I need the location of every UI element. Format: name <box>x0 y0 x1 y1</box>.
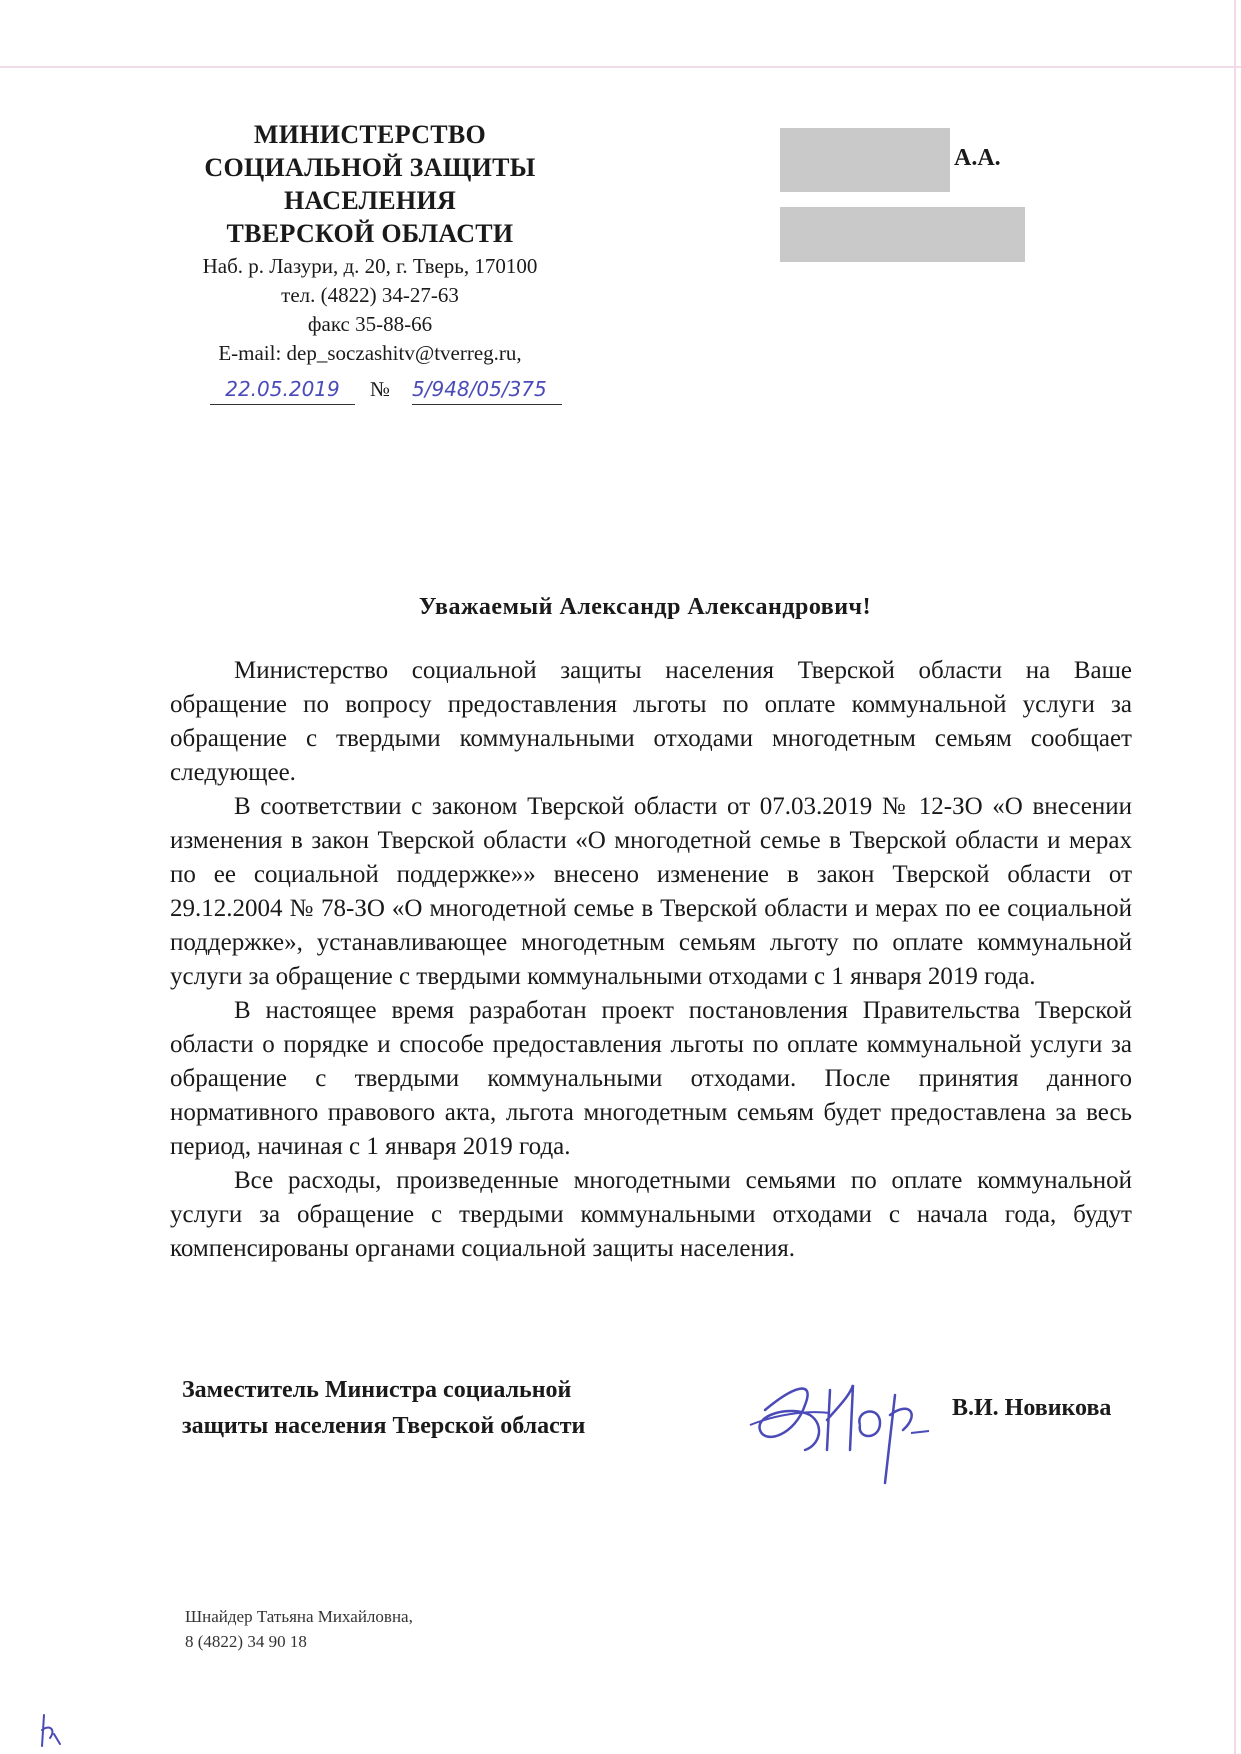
executor-name: Шнайдер Татьяна Михайловна, <box>185 1607 413 1626</box>
redacted-addressee-surname <box>780 128 950 192</box>
letter-body <box>170 654 1132 1266</box>
ministry-title-line-2: СОЦИАЛЬНОЙ ЗАЩИТЫ <box>204 153 536 182</box>
signatory-title-line-2: защиты населения Тверской области <box>182 1413 586 1439</box>
ministry-title-line-4: ТВЕРСКОЙ ОБЛАСТИ <box>226 219 514 248</box>
ministry-title-line-1: МИНИСТЕРСТВО <box>253 120 487 149</box>
page-edge-right <box>1234 0 1236 1754</box>
signatory-title <box>182 1372 702 1444</box>
executor-info <box>185 1604 413 1654</box>
registration-line <box>190 374 580 410</box>
ministry-title-line-3: НАСЕЛЕНИЯ <box>283 186 457 215</box>
registration-number: 5/948/05/375 <box>412 374 562 405</box>
ministry-email: E-mail: dep_soczashitv@tverreg.ru, <box>218 341 522 365</box>
body-paragraph: Министерство социальной защиты населения Тверской области на Ваше обращение по вопросу предоставления льготы по оплате коммунальной услуги за обращение с твердыми коммунальными отходами многодетным семьям сообщает следующее. <box>170 657 1132 786</box>
handwritten-mark-icon <box>36 1710 66 1750</box>
salutation: Уважаемый Александр Александрович! <box>418 594 872 620</box>
body-paragraph: В соответствии с законом Тверской области от 07.03.2019 № 12-ЗО «О внесении изменения в закон Тверской области «О многодетной семье в Тверской области и мерах по ее социальной поддержке»» внесено изменение в закон Тверской области от 29.12.2004 № 78-ЗО «О многодетной семье в Тверской области и мерах по ее социальной поддержке», устанавливающее многодетным семьям льготу по оплате коммунальной услуги за обращение с твердыми коммунальными отходами с 1 января 2019 года. <box>170 793 1132 990</box>
ministry-address: Наб. р. Лазури, д. 20, г. Тверь, 170100 <box>202 254 538 278</box>
redacted-addressee-address <box>780 207 1025 262</box>
ministry-phone: тел. (4822) 34-27-63 <box>281 283 459 307</box>
addressee-initials: А.А. <box>954 145 1001 171</box>
handwritten-signature-icon <box>735 1355 935 1485</box>
signatory-name: В.И. Новикова <box>952 1395 1112 1421</box>
signatory-title-line-1: Заместитель Министра социальной <box>182 1377 572 1403</box>
ministry-letterhead <box>150 118 590 368</box>
executor-phone: 8 (4822) 34 90 18 <box>185 1632 307 1651</box>
page-edge-top <box>0 66 1241 68</box>
body-paragraph: Все расходы, произведенные многодетными семьями по оплате коммунальной услуги за обращение с твердыми коммунальными отходами с начала года, будут компенсированы органами социальной защиты населения. <box>170 1167 1132 1262</box>
registration-date: 22.05.2019 <box>210 374 355 405</box>
ministry-fax: факс 35-88-66 <box>307 312 433 336</box>
body-paragraph: В настоящее время разработан проект постановления Правительства Тверской области о порядке и способе предоставления льготы по оплате коммунальной услуги за обращение с твердыми коммунальными отходами. После принятия данного нормативного правового акта, льгота многодетным семьям будет предоставлена за весь период, начиная с 1 января 2019 года. <box>170 997 1132 1160</box>
registration-number-label: № <box>370 377 391 401</box>
